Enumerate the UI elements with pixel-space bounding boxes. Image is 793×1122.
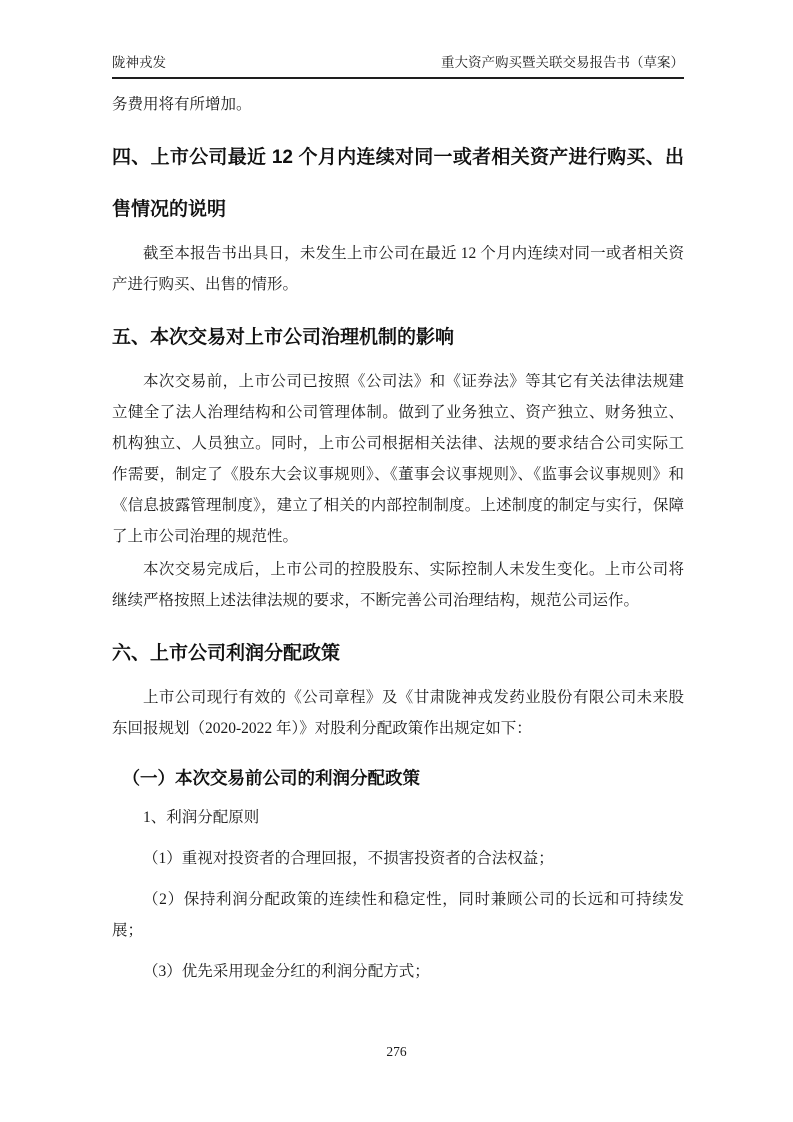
subsection1-point3: （3）优先采用现金分红的利润分配方式；: [143, 963, 430, 980]
section6-paragraph: 上市公司现行有效的《公司章程》及《甘肃陇神戎发药业股份有限公司未来股东回报规划（2020-2022 年）》对股利分配政策作出规定如下：: [112, 689, 684, 737]
subsection1-heading: （一）本次交易前公司的利润分配政策: [122, 768, 420, 788]
section5-heading: 五、本次交易对上市公司治理机制的影响: [112, 327, 455, 348]
section4-paragraph: 截至本报告书出具日，未发生上市公司在最近 12 个月内连续对同一或者相关资产进行购买、出售的情形。: [112, 245, 684, 293]
subsection1-point2: （2）保持利润分配政策的连续性和稳定性，同时兼顾公司的长远和可持续发展；: [112, 891, 684, 939]
subsection1-item1: 1、利润分配原则: [143, 809, 260, 826]
section6-heading: 六、上市公司利润分配政策: [112, 643, 341, 664]
header-report-title: 重大资产购买暨关联交易报告书（草案）: [441, 55, 684, 70]
subsection1-point1: （1）重视对投资者的合理回报，不损害投资者的合法权益；: [143, 850, 554, 867]
section5-paragraph-1: 本次交易前，上市公司已按照《公司法》和《证券法》等其它有关法律法规建立健全了法人治理结构和公司管理体制。做到了业务独立、资产独立、财务独立、机构独立、人员独立。同时，上市公司根据相关法律、法规的要求结合公司实际工作需要，制定了《股东大会议事规则》、《董事会议事规则》、《监事会议事规则》和《信息披露管理制度》，建立了相关的内部控制制度。上述制度的制定与实行，保障了上市公司治理的规范性。: [112, 373, 684, 545]
page-header: [112, 55, 684, 79]
page-number: 276: [386, 1044, 407, 1059]
continuation-paragraph: 务费用将有所增加。: [112, 96, 252, 113]
section5-paragraph-2: 本次交易完成后，上市公司的控股股东、实际控制人未发生变化。上市公司将继续严格按照上述法律法规的要求，不断完善公司治理结构，规范公司运作。: [112, 561, 684, 609]
section4-heading: 四、上市公司最近 12 个月内连续对同一或者相关资产进行购买、出售情况的说明: [112, 147, 684, 220]
header-company-name: 陇神戎发: [112, 55, 166, 70]
